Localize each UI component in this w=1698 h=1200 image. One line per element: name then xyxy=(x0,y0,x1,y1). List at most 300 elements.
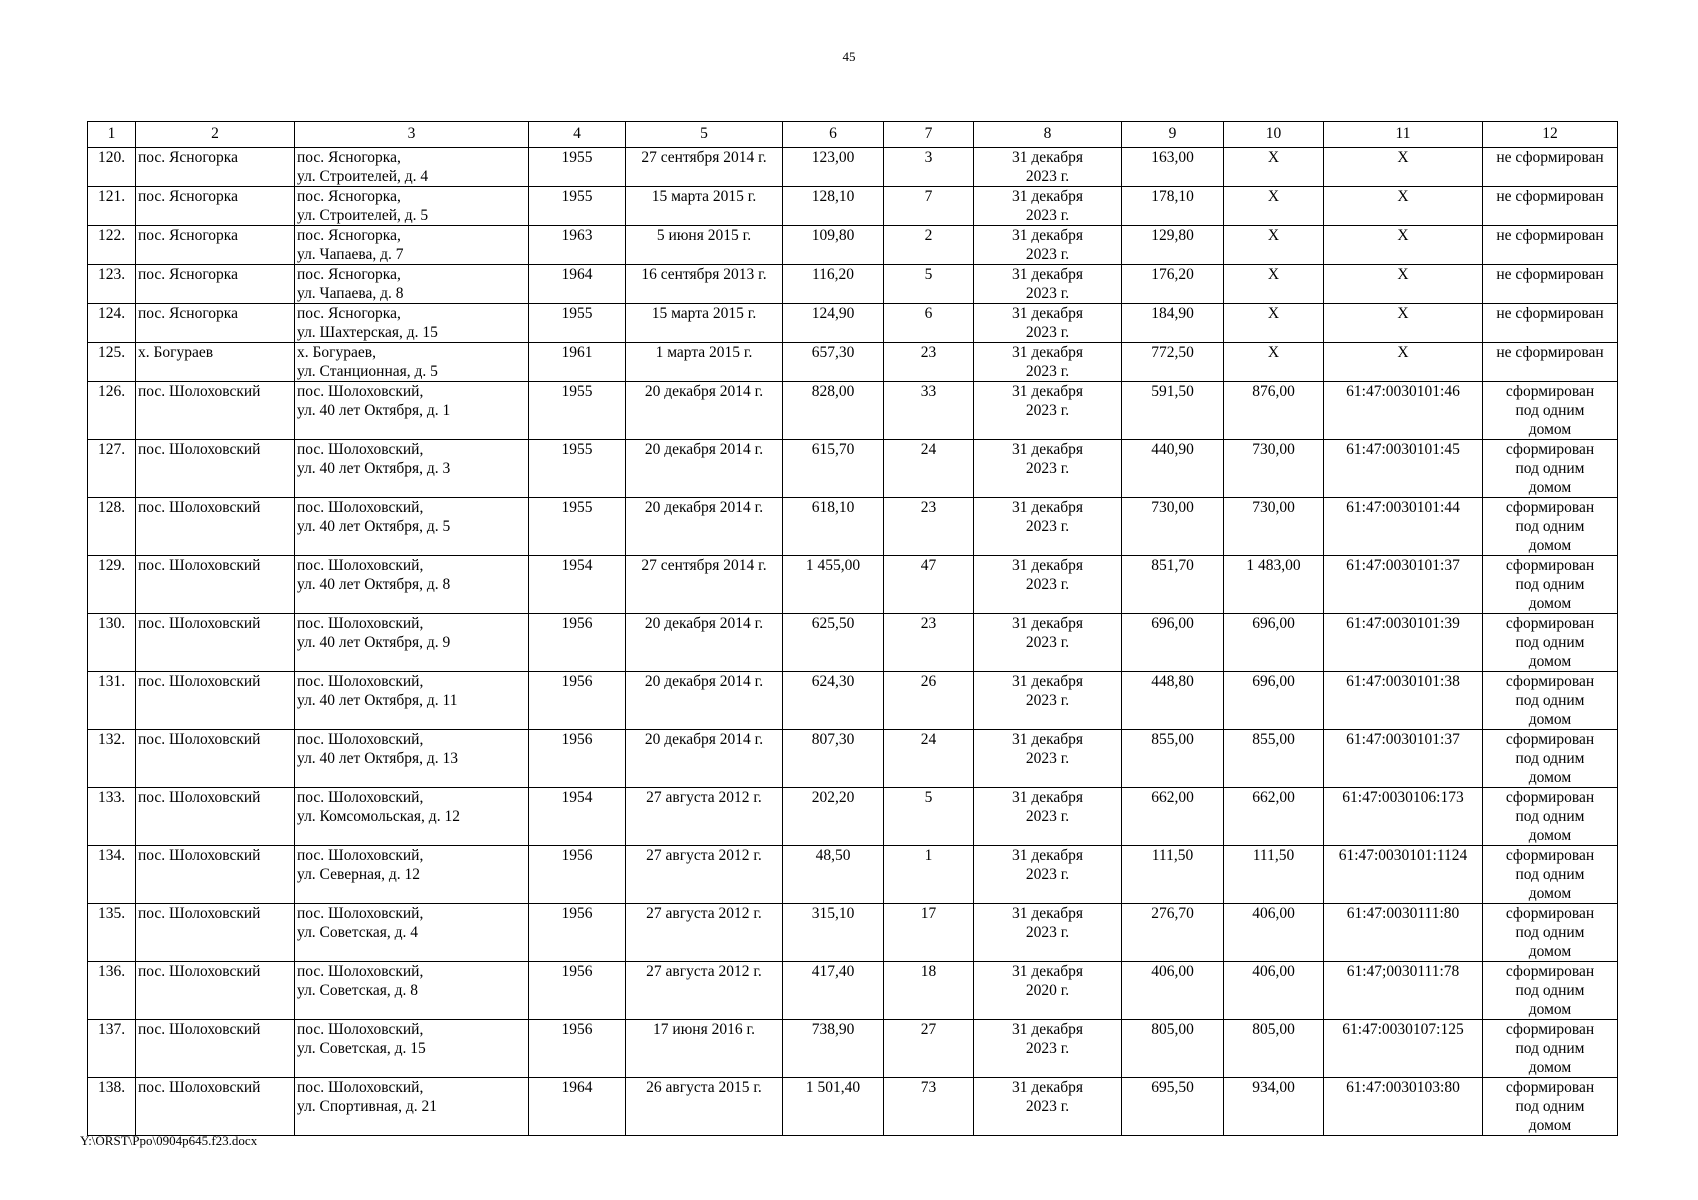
col9-text: 730,00 xyxy=(1151,499,1194,516)
row-number-text: 125. xyxy=(97,344,126,361)
settlement-cell xyxy=(136,556,295,614)
table-row xyxy=(88,498,1618,556)
cadastral-number-cell xyxy=(1324,1020,1483,1078)
date-cell xyxy=(626,1078,783,1136)
page-number: 45 xyxy=(842,49,856,64)
col10-cell xyxy=(1224,1020,1324,1078)
count-text: 5 xyxy=(924,789,933,806)
row-number-text: 132. xyxy=(97,731,126,748)
cadastral-number-cell xyxy=(1324,226,1483,265)
land-status-text: домом xyxy=(1528,595,1572,612)
cadastral-number-cell xyxy=(1324,1078,1483,1136)
cadastral-number-cell xyxy=(1324,343,1483,382)
col9-cell xyxy=(1122,265,1224,304)
deadline-cell xyxy=(974,788,1122,846)
address-text: пос. Шолоховский, xyxy=(297,383,424,400)
row-number-text: 126. xyxy=(97,383,126,400)
area-cell xyxy=(783,343,884,382)
address-text: ул. Советская, д. 4 xyxy=(297,924,419,941)
address-text: пос. Шолоховский, xyxy=(297,441,424,458)
area-cell xyxy=(783,1078,884,1136)
settlement-cell xyxy=(136,788,295,846)
cadastral-number-cell xyxy=(1324,614,1483,672)
date-text: 27 августа 2012 г. xyxy=(646,789,762,806)
count-cell xyxy=(884,343,974,382)
settlement-cell xyxy=(136,440,295,498)
address-text: ул. Строителей, д. 5 xyxy=(297,207,429,224)
cadastral-number-cell xyxy=(1324,730,1483,788)
land-status-text: домом xyxy=(1528,421,1572,438)
cadastral-number-cell xyxy=(1324,788,1483,846)
settlement-cell xyxy=(136,382,295,440)
count-cell xyxy=(884,382,974,440)
count-text: 24 xyxy=(920,441,937,458)
land-status-text: сформирован xyxy=(1505,499,1595,516)
settlement-cell xyxy=(136,187,295,226)
land-status-text: сформирован xyxy=(1505,789,1595,806)
area-cell xyxy=(783,730,884,788)
cadastral-number-text: X xyxy=(1397,266,1409,283)
land-status-text: не сформирован xyxy=(1496,344,1604,361)
cadastral-number-text: 61:47:0030101:45 xyxy=(1346,441,1460,458)
land-status-cell xyxy=(1483,962,1618,1020)
land-status-cell xyxy=(1483,614,1618,672)
row-number-text: 134. xyxy=(97,847,126,864)
row-number-text: 122. xyxy=(97,227,126,244)
address-cell xyxy=(295,343,529,382)
date-text: 16 сентября 2013 г. xyxy=(641,266,767,283)
address-cell xyxy=(295,846,529,904)
row-number-cell xyxy=(88,672,136,730)
deadline-text: 31 декабря xyxy=(1011,615,1084,632)
year-cell xyxy=(529,1020,626,1078)
date-text: 5 июня 2015 г. xyxy=(656,227,752,244)
col10-cell xyxy=(1224,904,1324,962)
land-status-cell xyxy=(1483,556,1618,614)
row-number-cell xyxy=(88,614,136,672)
year-text: 1956 xyxy=(561,615,593,632)
settlement-text: пос. Шолоховский xyxy=(138,441,261,458)
land-status-text: домом xyxy=(1528,653,1572,670)
count-text: 2 xyxy=(924,227,933,244)
deadline-text: 2023 г. xyxy=(1025,518,1070,535)
col9-text: 851,70 xyxy=(1151,557,1194,574)
row-number-cell xyxy=(88,304,136,343)
area-text: 657,30 xyxy=(811,344,855,361)
row-number-cell xyxy=(88,440,136,498)
address-text: ул. Северная, д. 12 xyxy=(297,866,421,883)
year-text: 1956 xyxy=(561,1021,593,1038)
cadastral-number-cell xyxy=(1324,440,1483,498)
deadline-cell xyxy=(974,187,1122,226)
cadastral-number-cell xyxy=(1324,498,1483,556)
land-status-text: домом xyxy=(1528,943,1572,960)
cadastral-number-text: 61:47:0030101:37 xyxy=(1346,557,1460,574)
area-cell xyxy=(783,672,884,730)
row-number-cell xyxy=(88,556,136,614)
count-cell xyxy=(884,265,974,304)
cadastral-number-text: 61:47:0030101:1124 xyxy=(1338,847,1468,864)
area-cell xyxy=(783,148,884,187)
count-text: 27 xyxy=(920,1021,937,1038)
col9-text: 448,80 xyxy=(1151,673,1194,690)
address-cell xyxy=(295,382,529,440)
year-text: 1956 xyxy=(561,905,593,922)
deadline-text: 31 декабря xyxy=(1011,1021,1084,1038)
deadline-text: 31 декабря xyxy=(1011,441,1084,458)
land-status-text: под одним xyxy=(1515,866,1585,883)
col9-cell xyxy=(1122,1078,1224,1136)
year-text: 1955 xyxy=(561,499,593,516)
date-text: 27 сентября 2014 г. xyxy=(641,149,767,166)
year-text: 1955 xyxy=(561,383,593,400)
address-text: пос. Шолоховский, xyxy=(297,673,424,690)
deadline-text: 31 декабря xyxy=(1011,789,1084,806)
address-text: ул. Чапаева, д. 7 xyxy=(297,246,404,263)
land-status-text: под одним xyxy=(1515,924,1585,941)
table-row xyxy=(88,148,1618,187)
deadline-text: 2023 г. xyxy=(1025,324,1070,341)
col10-text: 934,00 xyxy=(1252,1079,1295,1096)
table-row xyxy=(88,730,1618,788)
count-text: 5 xyxy=(924,266,933,283)
count-cell xyxy=(884,730,974,788)
deadline-text: 2023 г. xyxy=(1025,750,1070,767)
column-header: 4 xyxy=(529,122,626,148)
date-cell xyxy=(626,382,783,440)
address-text: ул. 40 лет Октября, д. 11 xyxy=(297,692,458,709)
settlement-text: пос. Шолоховский xyxy=(138,1021,261,1038)
row-number-text: 137. xyxy=(97,1021,126,1038)
date-cell xyxy=(626,614,783,672)
col9-text: 276,70 xyxy=(1151,905,1194,922)
deadline-cell xyxy=(974,343,1122,382)
land-status-cell xyxy=(1483,788,1618,846)
land-status-text: домом xyxy=(1528,769,1572,786)
cadastral-number-cell xyxy=(1324,556,1483,614)
settlement-text: пос. Шолоховский xyxy=(138,673,261,690)
land-status-text: не сформирован xyxy=(1496,305,1604,322)
cadastral-number-text: 61:47:0030111:80 xyxy=(1346,905,1460,922)
year-cell xyxy=(529,962,626,1020)
land-status-cell xyxy=(1483,304,1618,343)
land-status-cell xyxy=(1483,382,1618,440)
date-cell xyxy=(626,187,783,226)
area-text: 202,20 xyxy=(811,789,855,806)
cadastral-number-text: 61:47:0030101:44 xyxy=(1346,499,1460,516)
row-number-text: 133. xyxy=(97,789,126,806)
area-text: 1 455,00 xyxy=(805,557,861,574)
col10-cell xyxy=(1224,846,1324,904)
deadline-text: 2020 г. xyxy=(1025,982,1070,999)
row-number-text: 129. xyxy=(97,557,126,574)
settlement-text: пос. Шолоховский xyxy=(138,963,261,980)
land-status-cell xyxy=(1483,730,1618,788)
year-cell xyxy=(529,382,626,440)
date-cell xyxy=(626,962,783,1020)
col9-cell xyxy=(1122,846,1224,904)
area-cell xyxy=(783,962,884,1020)
address-text: пос. Шолоховский, xyxy=(297,499,424,516)
date-text: 20 декабря 2014 г. xyxy=(644,673,764,690)
table-row xyxy=(88,343,1618,382)
count-text: 73 xyxy=(920,1079,937,1096)
col10-text: 855,00 xyxy=(1252,731,1295,748)
land-status-text: домом xyxy=(1528,827,1572,844)
col9-text: 178,10 xyxy=(1151,188,1194,205)
deadline-text: 31 декабря xyxy=(1011,731,1084,748)
land-status-text: под одним xyxy=(1515,692,1585,709)
count-cell xyxy=(884,498,974,556)
col10-text: 1 483,00 xyxy=(1246,557,1301,574)
date-cell xyxy=(626,730,783,788)
col9-cell xyxy=(1122,672,1224,730)
address-text: ул. Шахтерская, д. 15 xyxy=(297,324,438,341)
table-row xyxy=(88,962,1618,1020)
deadline-text: 31 декабря xyxy=(1011,383,1084,400)
date-cell xyxy=(626,343,783,382)
cadastral-number-text: 61:47:0030101:37 xyxy=(1346,731,1460,748)
year-cell xyxy=(529,343,626,382)
area-text: 315,10 xyxy=(811,905,855,922)
address-cell xyxy=(295,265,529,304)
col9-cell xyxy=(1122,614,1224,672)
land-status-cell xyxy=(1483,498,1618,556)
col10-cell xyxy=(1224,226,1324,265)
deadline-text: 31 декабря xyxy=(1011,1079,1084,1096)
col10-cell xyxy=(1224,556,1324,614)
area-text: 48,50 xyxy=(815,847,851,864)
row-number-text: 128. xyxy=(97,499,126,516)
cadastral-number-text: 61:47:0030107:125 xyxy=(1342,1021,1464,1038)
land-status-text: сформирован xyxy=(1505,1079,1595,1096)
col9-text: 662,00 xyxy=(1151,789,1194,806)
table-body xyxy=(88,148,1618,1136)
year-cell xyxy=(529,1078,626,1136)
area-cell xyxy=(783,304,884,343)
date-text: 20 декабря 2014 г. xyxy=(644,499,764,516)
row-number-cell xyxy=(88,730,136,788)
settlement-cell xyxy=(136,148,295,187)
settlement-cell xyxy=(136,846,295,904)
date-cell xyxy=(626,672,783,730)
settlement-text: пос. Ясногорка xyxy=(138,266,238,283)
deadline-cell xyxy=(974,304,1122,343)
address-text: ул. 40 лет Октября, д. 9 xyxy=(297,634,451,651)
row-number-cell xyxy=(88,148,136,187)
date-cell xyxy=(626,440,783,498)
area-text: 828,00 xyxy=(811,383,855,400)
col9-cell xyxy=(1122,382,1224,440)
col10-cell xyxy=(1224,187,1324,226)
cadastral-number-cell xyxy=(1324,148,1483,187)
date-text: 20 декабря 2014 г. xyxy=(644,441,764,458)
date-text: 20 декабря 2014 г. xyxy=(644,731,764,748)
cadastral-number-text: 61:47:0030103:80 xyxy=(1346,1079,1460,1096)
address-text: пос. Шолоховский, xyxy=(297,1021,424,1038)
settlement-text: пос. Шолоховский xyxy=(138,557,261,574)
address-text: ул. Спортивная, д. 21 xyxy=(297,1098,438,1115)
col10-cell xyxy=(1224,672,1324,730)
settlement-text: пос. Шолоховский xyxy=(138,731,261,748)
address-cell xyxy=(295,1020,529,1078)
date-cell xyxy=(626,304,783,343)
deadline-text: 31 декабря xyxy=(1011,499,1084,516)
area-cell xyxy=(783,226,884,265)
table-row xyxy=(88,904,1618,962)
year-text: 1955 xyxy=(561,441,593,458)
address-text: пос. Ясногорка, xyxy=(297,266,401,283)
column-header: 6 xyxy=(783,122,884,148)
area-text: 116,20 xyxy=(811,266,855,283)
land-status-cell xyxy=(1483,672,1618,730)
year-cell xyxy=(529,148,626,187)
address-text: ул. 40 лет Октября, д. 8 xyxy=(297,576,451,593)
cadastral-number-text: X xyxy=(1397,344,1409,361)
deadline-cell xyxy=(974,730,1122,788)
area-cell xyxy=(783,904,884,962)
date-cell xyxy=(626,498,783,556)
land-status-text: под одним xyxy=(1515,460,1585,477)
deadline-cell xyxy=(974,962,1122,1020)
date-cell xyxy=(626,226,783,265)
year-text: 1964 xyxy=(561,266,593,283)
row-number-text: 123. xyxy=(97,266,126,283)
col10-cell xyxy=(1224,440,1324,498)
land-status-text: под одним xyxy=(1515,634,1585,651)
deadline-cell xyxy=(974,265,1122,304)
deadline-cell xyxy=(974,614,1122,672)
date-text: 15 марта 2015 г. xyxy=(651,305,757,322)
cadastral-number-text: X xyxy=(1397,305,1409,322)
land-status-text: сформирован xyxy=(1505,383,1595,400)
deadline-text: 2023 г. xyxy=(1025,1098,1070,1115)
col9-cell xyxy=(1122,1020,1224,1078)
row-number-text: 138. xyxy=(97,1079,126,1096)
year-text: 1964 xyxy=(561,1079,593,1096)
cadastral-number-text: 61:47:0030101:38 xyxy=(1346,673,1460,690)
column-header: 11 xyxy=(1324,122,1483,148)
settlement-text: пос. Ясногорка xyxy=(138,305,238,322)
address-cell xyxy=(295,672,529,730)
land-status-text: сформирован xyxy=(1505,441,1595,458)
date-text: 20 декабря 2014 г. xyxy=(644,383,764,400)
table-row xyxy=(88,226,1618,265)
col10-text: 696,00 xyxy=(1252,673,1295,690)
area-text: 738,90 xyxy=(811,1021,855,1038)
address-cell xyxy=(295,556,529,614)
col10-text: X xyxy=(1267,227,1280,244)
deadline-text: 31 декабря xyxy=(1011,305,1084,322)
settlement-text: пос. Шолоховский xyxy=(138,615,261,632)
table-row xyxy=(88,672,1618,730)
cadastral-number-cell xyxy=(1324,382,1483,440)
count-text: 33 xyxy=(920,383,937,400)
count-cell xyxy=(884,846,974,904)
col10-text: 696,00 xyxy=(1252,615,1295,632)
count-text: 23 xyxy=(920,344,937,361)
settlement-text: пос. Ясногорка xyxy=(138,188,238,205)
cadastral-number-text: X xyxy=(1397,227,1409,244)
area-text: 624,30 xyxy=(811,673,855,690)
col10-cell xyxy=(1224,148,1324,187)
table-row xyxy=(88,304,1618,343)
area-cell xyxy=(783,1020,884,1078)
year-text: 1956 xyxy=(561,847,593,864)
table-row xyxy=(88,1020,1618,1078)
land-status-text: под одним xyxy=(1515,982,1585,999)
cadastral-number-text: 61:47:0030101:46 xyxy=(1346,383,1460,400)
col10-text: X xyxy=(1267,188,1280,205)
col9-text: 591,50 xyxy=(1151,383,1194,400)
land-status-text: не сформирован xyxy=(1496,266,1604,283)
col9-text: 163,00 xyxy=(1151,149,1194,166)
address-text: ул. Советская, д. 15 xyxy=(297,1040,426,1057)
deadline-text: 2023 г. xyxy=(1025,168,1070,185)
settlement-text: пос. Ясногорка xyxy=(138,227,238,244)
year-cell xyxy=(529,265,626,304)
land-status-text: сформирован xyxy=(1505,557,1595,574)
count-text: 23 xyxy=(920,499,937,516)
area-text: 618,10 xyxy=(811,499,855,516)
column-header: 8 xyxy=(974,122,1122,148)
land-status-text: сформирован xyxy=(1505,673,1595,690)
year-text: 1956 xyxy=(561,963,593,980)
column-header: 5 xyxy=(626,122,783,148)
row-number-text: 127. xyxy=(97,441,126,458)
count-cell xyxy=(884,187,974,226)
count-text: 17 xyxy=(920,905,937,922)
col10-cell xyxy=(1224,730,1324,788)
date-text: 27 августа 2012 г. xyxy=(646,847,762,864)
address-text: пос. Ясногорка, xyxy=(297,188,401,205)
land-status-cell xyxy=(1483,265,1618,304)
address-text: пос. Ясногорка, xyxy=(297,305,401,322)
table-row xyxy=(88,382,1618,440)
land-status-text: сформирован xyxy=(1505,615,1595,632)
year-cell xyxy=(529,498,626,556)
deadline-text: 2023 г. xyxy=(1025,402,1070,419)
deadline-cell xyxy=(974,1020,1122,1078)
settlement-cell xyxy=(136,343,295,382)
table-row xyxy=(88,1078,1618,1136)
land-status-text: сформирован xyxy=(1505,905,1595,922)
col9-cell xyxy=(1122,904,1224,962)
address-cell xyxy=(295,498,529,556)
settlement-text: пос. Шолоховский xyxy=(138,499,261,516)
col9-text: 772,50 xyxy=(1151,344,1194,361)
address-text: пос. Ясногорка, xyxy=(297,227,401,244)
year-text: 1961 xyxy=(561,344,593,361)
cadastral-number-text: 61:47;0030111:78 xyxy=(1346,963,1460,980)
land-status-text: под одним xyxy=(1515,402,1585,419)
row-number-cell xyxy=(88,904,136,962)
settlement-cell xyxy=(136,498,295,556)
deadline-cell xyxy=(974,498,1122,556)
land-status-text: под одним xyxy=(1515,808,1585,825)
row-number-cell xyxy=(88,498,136,556)
area-cell xyxy=(783,187,884,226)
col10-cell xyxy=(1224,962,1324,1020)
year-cell xyxy=(529,226,626,265)
col10-text: X xyxy=(1267,149,1280,166)
deadline-cell xyxy=(974,672,1122,730)
land-status-text: домом xyxy=(1528,711,1572,728)
cadastral-number-text: 61:47:0030101:39 xyxy=(1346,615,1460,632)
area-text: 123,00 xyxy=(811,149,855,166)
settlement-cell xyxy=(136,265,295,304)
deadline-text: 31 декабря xyxy=(1011,963,1084,980)
